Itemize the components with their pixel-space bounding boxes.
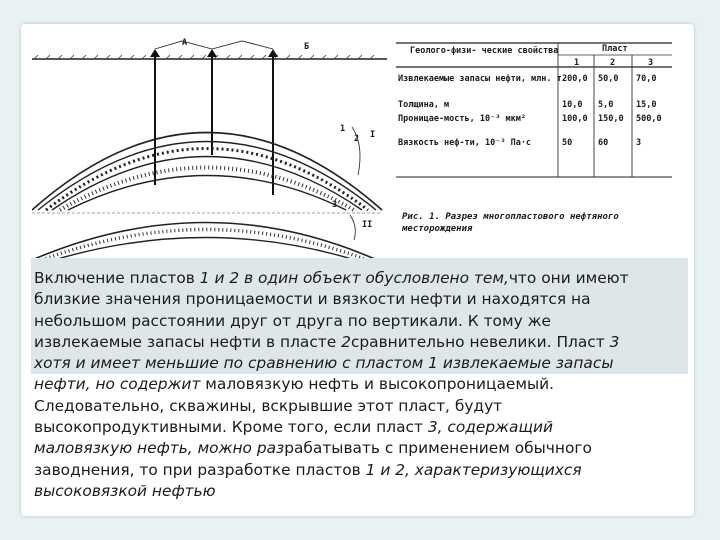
text-span-italic: 1 и 2 в один объект обусловлено тем, [199,269,509,287]
text-line [34,460,674,481]
table-cell: 5,0 [598,100,614,110]
text-span-italic: 3, содержащий [427,418,553,437]
table-cell: 500,0 [636,114,662,124]
table-cell: 60 [598,138,609,148]
text-line [34,374,674,395]
text-line: Следовательно, скважины, вскрывшие этот пласт, будут [34,396,503,415]
table-cell: 3 [636,138,642,148]
well-label-a: А [182,38,188,48]
figure-caption: Рис. 1. Разрез многопластового нефтяного месторождения [402,212,619,234]
table-cell: 200,0 [562,74,588,84]
table-cell: 150,0 [598,114,624,124]
text-span: рабатывать с применением обычного [284,439,592,458]
table-row-label: Проницае-мость, 10⁻³ мкм² [398,114,526,124]
table-header-col3: 3 [648,58,654,68]
table-header-col2: 2 [610,58,616,68]
text-line [34,353,674,374]
text-span-italic: 3 [609,332,620,351]
text-line [34,417,674,438]
layer-label-2: 2 [354,134,360,144]
text-span: заводнения, то при разработке пластов [34,460,366,479]
layer-label-3: 3 [332,200,338,210]
text-span: сравнительно невелики. Пласт [350,332,610,351]
table-row-label: Вязкость неф-ти, 10⁻³ Па·с [398,138,532,148]
text-line [34,481,674,502]
body-paragraph [34,268,674,502]
text-span-italic: маловязкую нефть, можно раз [34,439,285,458]
table-header-property: Геолого-физи- ческие свойства [410,46,559,56]
text-span: маловязкую нефть и высокопроницаемый. [200,375,555,394]
table-cell: 10,0 [562,100,583,110]
text-line: близкие значения проницаемости и вязкости нефти и находятся на [34,290,591,309]
table-cell: 70,0 [636,74,657,84]
properties-table [396,43,672,177]
text-span-italic: 2 [341,332,351,351]
table-cell: 100,0 [562,114,588,124]
oilfield-cross-section [32,35,686,295]
wells [155,55,273,195]
table-cell: 15,0 [636,100,657,110]
text-line: небольшом расстоянии друг от друга по вертикали. К тому же [34,311,551,330]
text-span: высокопродуктивными. Кроме того, если пласт [34,418,428,437]
text-line [34,268,674,289]
zone-label-i: I [370,130,376,140]
text-line [34,438,674,459]
text-span: что они имеют [508,269,629,287]
text-span: Включение пластов [34,269,200,287]
text-span: извлекаемые запасы нефти в пласте [34,332,342,351]
scanned-figure [32,35,686,295]
table-header-group: Пласт [602,44,628,54]
table-row-label: Извлекаемые запасы нефти, млн. т [398,74,562,84]
text-span-italic: хотя и имеет меньшие по сравнению с пластом 1 извлекаемые запасы [34,354,614,373]
table-header-col1: 1 [574,58,580,68]
well-label-b: Б [304,42,310,52]
text-span-italic: нефти, но содержит [34,375,201,394]
zone-label-ii: II [362,220,373,230]
table-row-label: Толщина, м [398,100,450,110]
text-line [34,332,674,353]
text-span-italic: высоковязкой нефтью [34,481,216,500]
layer-label-1: 1 [340,124,346,134]
text-span-italic: 1 и 2, характеризующихся [365,460,582,479]
table-cell: 50 [562,138,573,148]
table-cell: 50,0 [598,74,619,84]
